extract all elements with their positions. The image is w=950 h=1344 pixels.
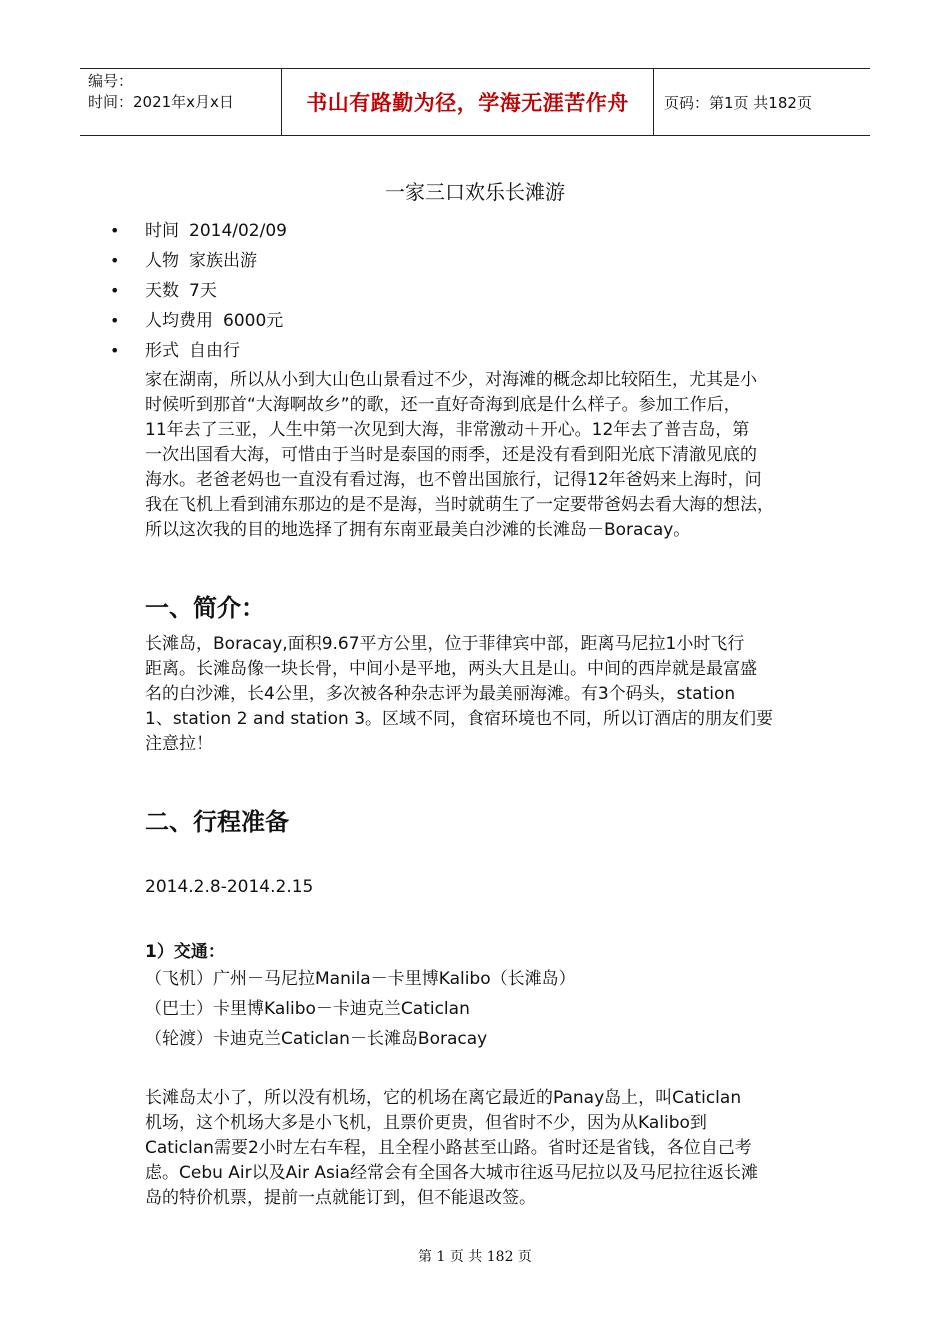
trip-info-value: 家族出游 xyxy=(189,251,257,271)
paragraph-line: 距离。长滩岛像一块长骨，中间小是平地，两头大且是山。中间的西岸就是最富盛 xyxy=(145,659,757,679)
transport-heading: 1）交通： xyxy=(145,942,225,962)
paragraph-line: Caticlan需要2小时左右车程，且全程小路甚至山路。省时还是省钱，各位自己考 xyxy=(145,1138,752,1158)
trip-info-value: 2014/02/09 xyxy=(189,221,287,241)
paragraph-line: 虑。Cebu Air以及Air Asia经常会有全国各大城市往返马尼拉以及马尼拉往返长滩 xyxy=(145,1163,759,1183)
transport-route: （巴士）卡里博Kalibo－卡迪克兰Caticlan xyxy=(145,999,470,1019)
transport-route-list xyxy=(145,964,576,1054)
paragraph-line: 11年去了三亚，人生中第一次见到大海，非常激动＋开心。12年去了普吉岛，第 xyxy=(145,420,750,440)
transport-route: （飞机）广州－马尼拉Manila－卡里博Kalibo（长滩岛） xyxy=(145,969,576,989)
trip-info-label: 时间 xyxy=(145,221,179,241)
paragraph-line: 所以这次我的目的地选择了拥有东南亚最美白沙滩的长滩岛－Boracay。 xyxy=(145,520,691,540)
trip-info-item xyxy=(110,336,287,366)
paragraph-line: 一次出国看大海，可惜由于当时是泰国的雨季，还是没有看到阳光底下清澈见底的 xyxy=(145,445,757,465)
trip-info-value: 6000元 xyxy=(223,311,284,331)
section-heading-itinerary: 二、行程准备 xyxy=(145,808,289,836)
header-motto: 书山有路勤为径，学海无涯苦作舟 xyxy=(306,91,629,115)
trip-info-value: 7天 xyxy=(189,281,217,301)
paragraph-line: 注意拉！ xyxy=(145,734,213,754)
paragraph-line: 岛的特价机票，提前一点就能订到，但不能退改签。 xyxy=(145,1188,536,1208)
paragraph-line: 名的白沙滩，长4公里，多次被各种杂志评为最美丽海滩。有3个码头，station xyxy=(145,684,736,704)
paragraph-line: 我在飞机上看到浦东那边的是不是海，当时就萌生了一定要带爸妈去看大海的想法， xyxy=(145,495,774,515)
document-title: 一家三口欢乐长滩游 xyxy=(385,180,565,204)
paragraph-line: 长滩岛，Boracay,面积9.67平方公里，位于菲律宾中部，距离马尼拉1小时飞行 xyxy=(145,634,745,654)
paragraph-line: 1、station 2 and station 3。区域不同，食宿环境也不同，所以订酒店的朋友们要 xyxy=(145,709,774,729)
trip-info-item xyxy=(110,276,287,306)
page-header xyxy=(80,68,870,136)
document-number-label: 编号： xyxy=(88,72,134,90)
transport-route: （轮渡）卡迪克兰Caticlan－长滩岛Boracay xyxy=(145,1029,488,1049)
page-footer: 第 1 页 共 182 页 xyxy=(418,1249,532,1265)
trip-info-item xyxy=(110,246,287,276)
header-page-info: 页码：第1页 共182页 xyxy=(664,93,812,112)
paragraph-line: 海水。老爸老妈也一直没有看过海，也不曾出国旅行，记得12年爸妈来上海时，问 xyxy=(145,470,762,490)
document-date: 时间：2021年x月x日 xyxy=(88,93,234,111)
trip-info-label: 人均费用 xyxy=(145,311,213,331)
intro-paragraph xyxy=(145,368,825,543)
trip-info-list xyxy=(110,216,287,366)
paragraph-line: 时候听到那首“大海啊故乡”的歌，还一直好奇海到底是什么样子。参加工作后， xyxy=(145,395,741,415)
trip-date-range: 2014.2.8-2014.2.15 xyxy=(145,877,314,897)
header-motto-cell xyxy=(282,69,654,135)
trip-info-label: 天数 xyxy=(145,281,179,301)
trip-info-item xyxy=(110,216,287,246)
trip-info-label: 人物 xyxy=(145,251,179,271)
paragraph-line: 家在湖南，所以从小到大山色山景看过不少，对海滩的概念却比较陌生，尤其是小 xyxy=(145,370,757,390)
paragraph-line: 机场，这个机场大多是小飞机，且票价更贵，但省时不少，因为从Kalibo到 xyxy=(145,1113,707,1133)
transport-note-paragraph xyxy=(145,1086,825,1211)
section-heading-intro: 一、简介： xyxy=(145,594,265,622)
trip-info-value: 自由行 xyxy=(189,341,240,361)
trip-info-item xyxy=(110,306,287,336)
paragraph-line: 长滩岛太小了，所以没有机场，它的机场在离它最近的Panay岛上，叫Caticlan xyxy=(145,1088,742,1108)
header-meta xyxy=(80,69,282,135)
intro-section-paragraph xyxy=(145,632,825,757)
trip-info-label: 形式 xyxy=(145,341,179,361)
header-page-cell xyxy=(654,69,870,135)
